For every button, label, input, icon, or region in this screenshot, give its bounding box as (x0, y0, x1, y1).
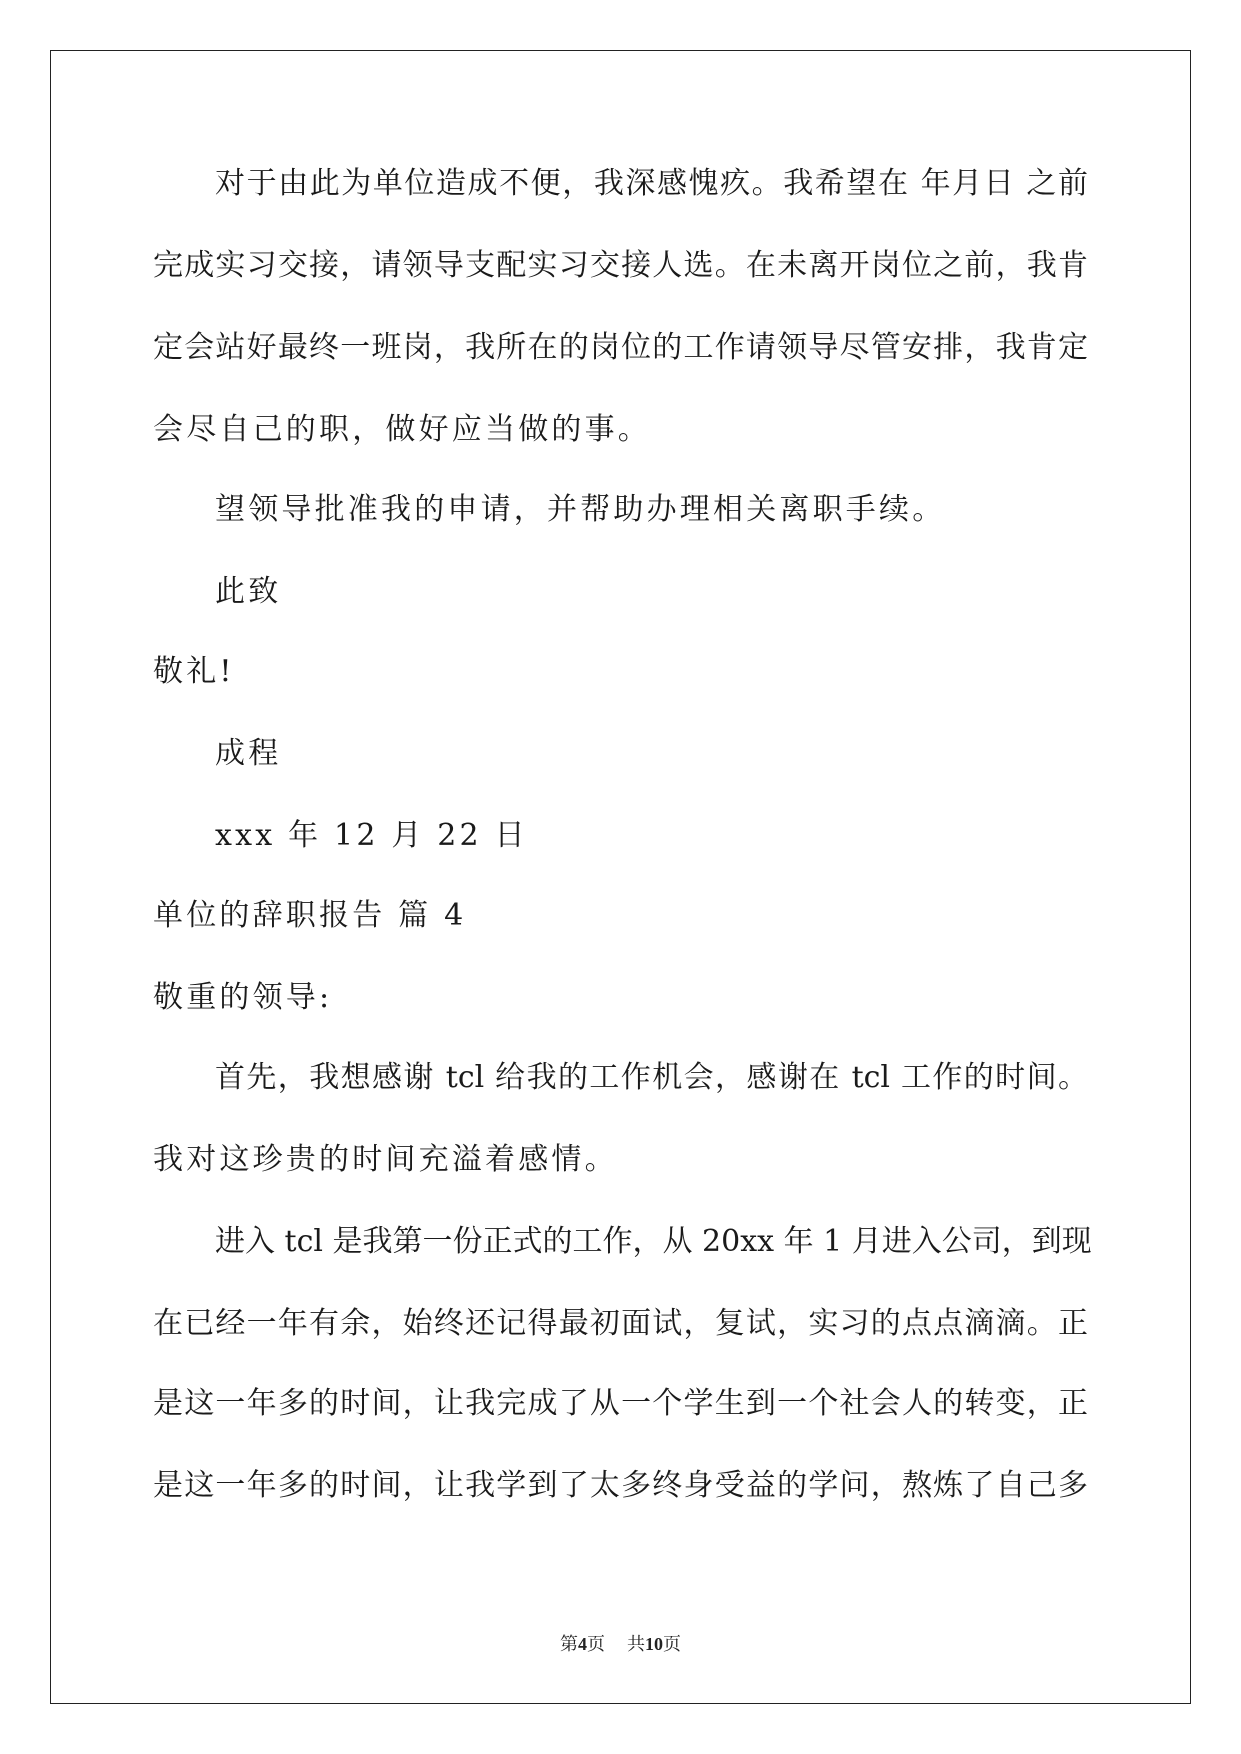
page-footer (0, 1630, 1241, 1656)
signature-name: 成程 (215, 736, 282, 771)
paragraph-line: 进入 tcl 是我第一份正式的工作，从 20xx 年 1 月进入公司，到现 (215, 1224, 1092, 1259)
paragraph-line: 在已经一年有余，始终还记得最初面试，复试，实习的点点滴滴。正 (153, 1306, 1088, 1341)
paragraph-line: 定会站好最终一班岗，我所在的岗位的工作请领导尽管安排，我肯定 (153, 330, 1088, 365)
page-number-suffix: 页 (587, 1634, 605, 1654)
greeting: 敬重的领导: (153, 980, 333, 1015)
total-pages-suffix: 页 (663, 1634, 681, 1654)
closing-regards: 敬礼! (153, 654, 235, 689)
paragraph-line: 是这一年多的时间，让我学到了太多终身受益的学问，熬炼了自己多 (153, 1468, 1088, 1503)
paragraph-line: 我对这珍贵的时间充溢着感情。 (153, 1142, 618, 1177)
page-border (50, 50, 1191, 1704)
paragraph-line: 望领导批准我的申请，并帮助办理相关离职手续。 (215, 492, 946, 527)
closing-salutation: 此致 (215, 574, 282, 609)
paragraph-line: 会尽自己的职，做好应当做的事。 (153, 412, 651, 447)
signature-date: xxx 年 12 月 22 日 (215, 818, 528, 853)
page-number-prefix: 第 (560, 1634, 578, 1654)
paragraph-line: 首先，我想感谢 tcl 给我的工作机会，感谢在 tcl 工作的时间。 (215, 1060, 1088, 1095)
section-heading: 单位的辞职报告 篇 4 (153, 898, 467, 933)
current-page-number: 4 (578, 1634, 587, 1654)
total-pages-prefix: 共 (627, 1634, 645, 1654)
paragraph-line: 对于由此为单位造成不便，我深感愧疚。我希望在 年月日 之前 (215, 166, 1088, 201)
paragraph-line: 完成实习交接，请领导支配实习交接人选。在未离开岗位之前，我肯 (153, 248, 1088, 283)
paragraph-line: 是这一年多的时间，让我完成了从一个学生到一个社会人的转变，正 (153, 1386, 1088, 1421)
total-page-count: 10 (645, 1634, 663, 1654)
